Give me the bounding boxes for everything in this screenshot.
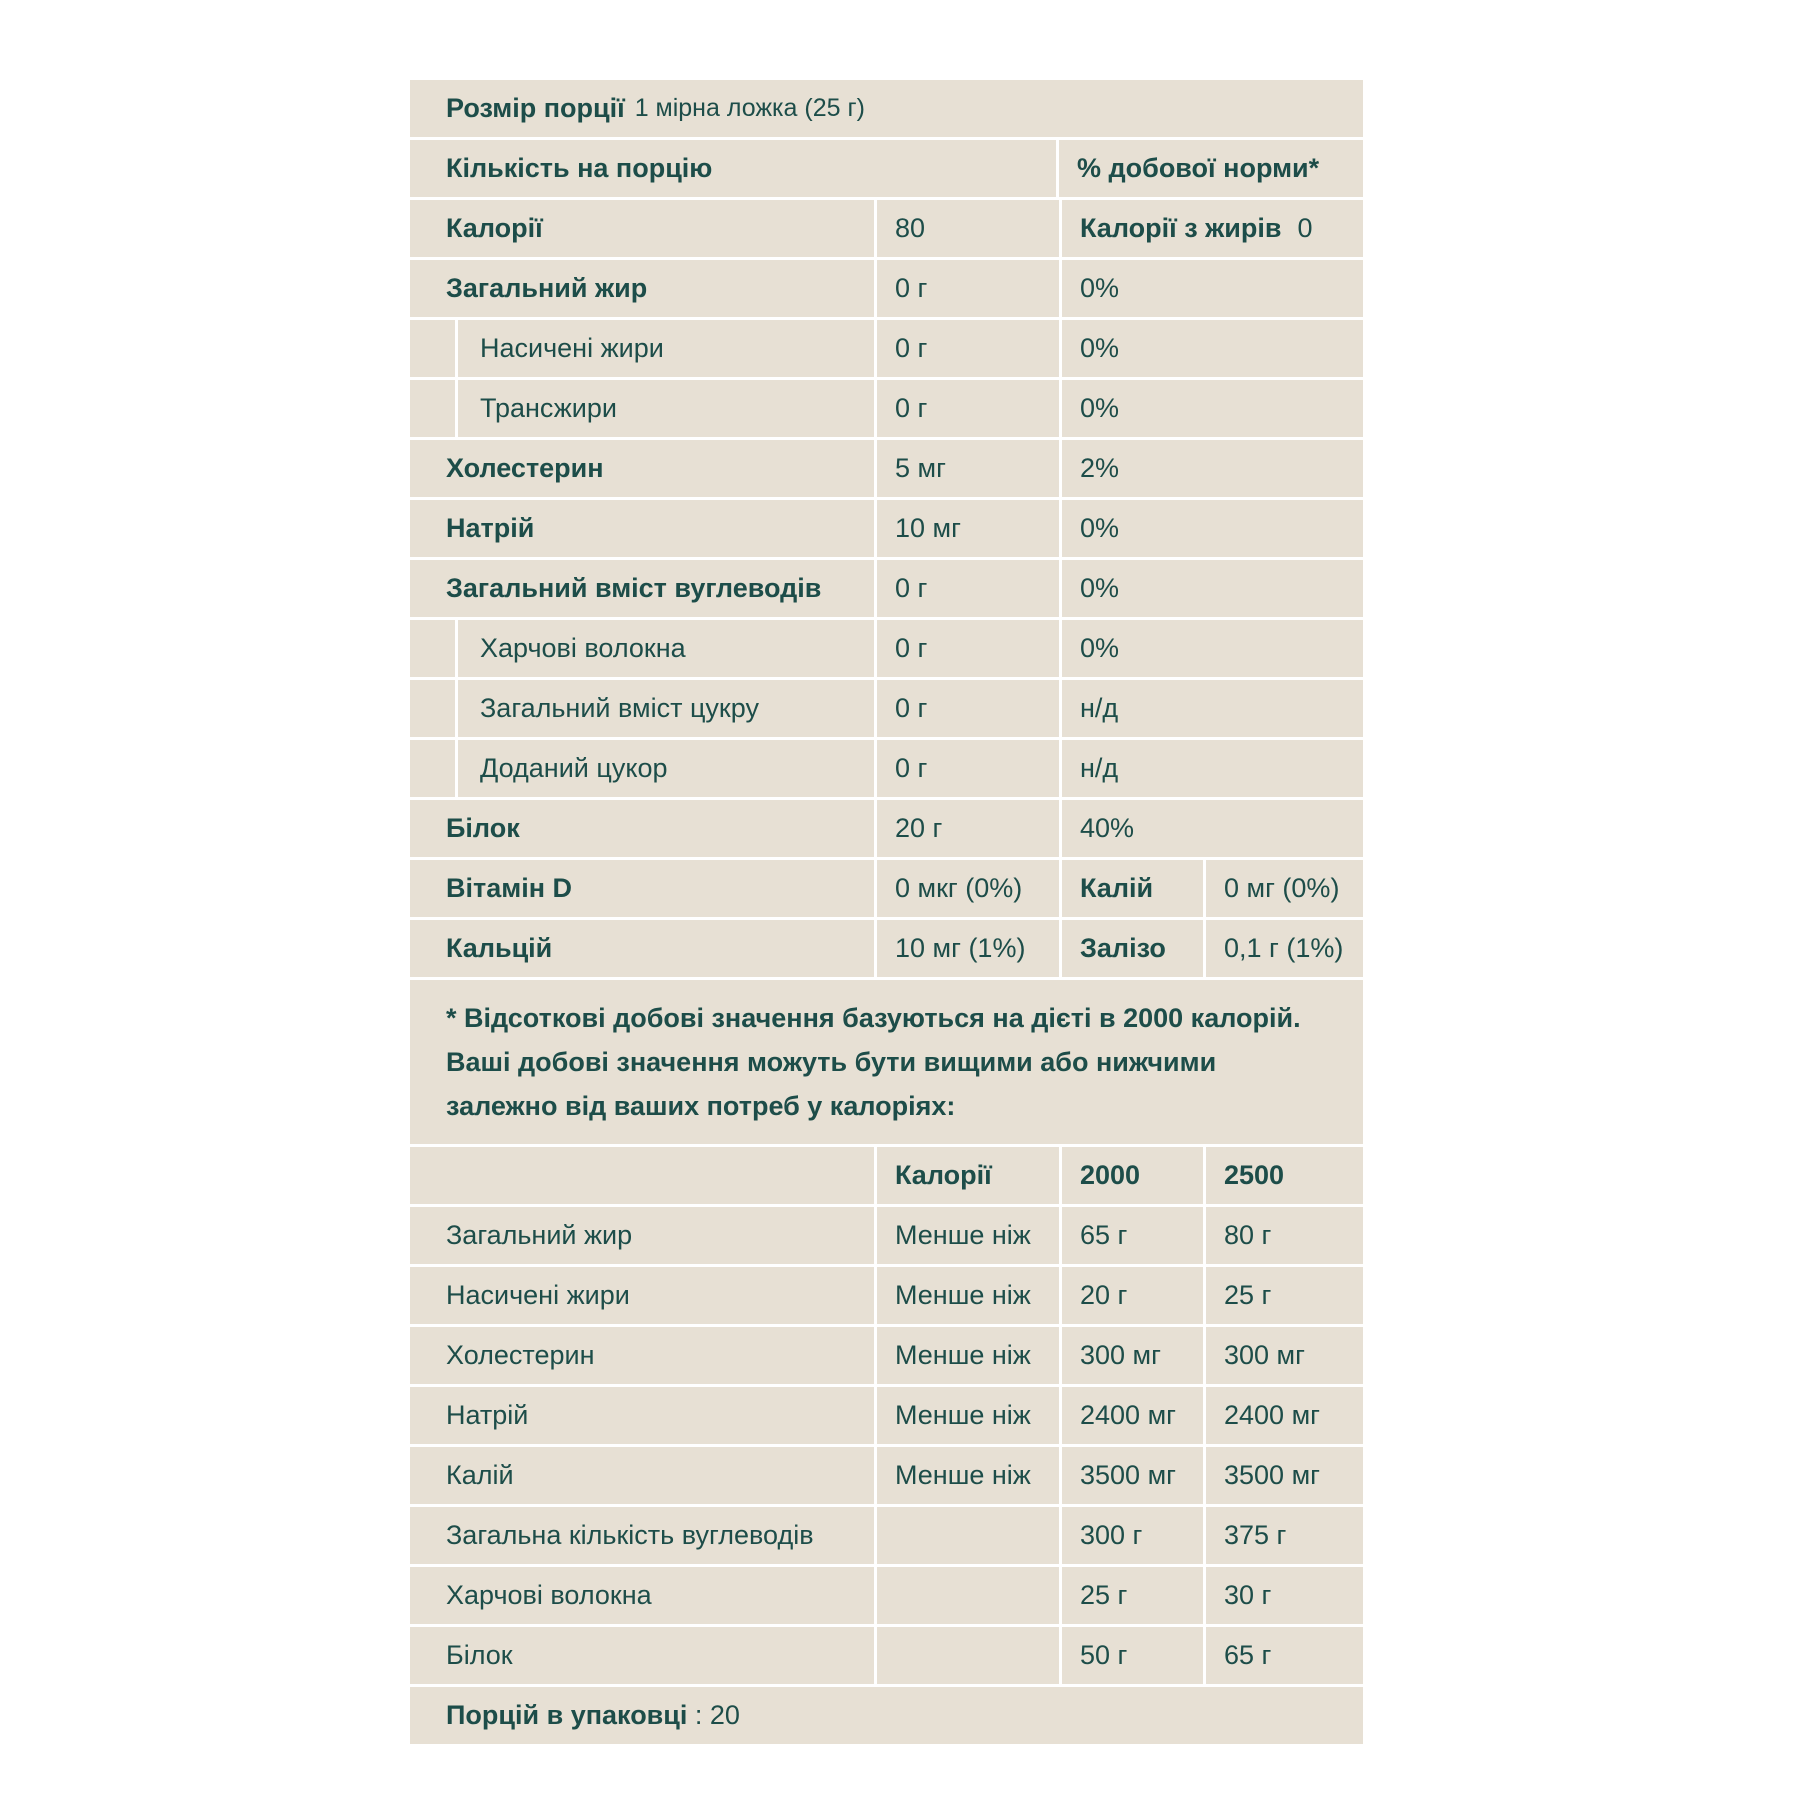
nutrient-row [410, 560, 1363, 617]
nutrient-amount: 20 г [877, 800, 1059, 857]
daily-value-label: Холестерин [410, 1327, 874, 1384]
nutrient-amount: 0 г [877, 740, 1059, 797]
micronutrient-amount: 0 мкг (0%) [877, 860, 1059, 917]
daily-value-2500: 375 г [1206, 1507, 1363, 1564]
indent-cell [410, 320, 455, 377]
daily-value-2500: 65 г [1206, 1627, 1363, 1684]
nutrient-amount: 0 г [877, 320, 1059, 377]
daily-value-2000: 65 г [1062, 1207, 1203, 1264]
daily-value-2000: 300 г [1062, 1507, 1203, 1564]
nutrient-row [410, 800, 1363, 857]
daily-value-2000: 3500 мг [1062, 1447, 1203, 1504]
daily-value-row [410, 1447, 1363, 1504]
servings-per-container-cell [410, 1687, 1363, 1744]
serving-size-cell [410, 80, 1363, 137]
servings-per-container-row [410, 1687, 1363, 1744]
calories-label: Калорії [410, 200, 874, 257]
nutrient-daily-value: 40% [1062, 800, 1363, 857]
daily-values-2500-header: 2500 [1206, 1147, 1363, 1204]
nutrient-amount: 10 мг [877, 500, 1059, 557]
serving-size-row [410, 80, 1363, 137]
daily-value-qualifier [877, 1507, 1059, 1564]
serving-size-label: Розмір порції [446, 92, 625, 123]
nutrient-daily-value: 0% [1062, 620, 1363, 677]
daily-value-label: Загальний жир [410, 1207, 874, 1264]
nutrient-label: Білок [410, 800, 874, 857]
nutrition-facts-table [410, 80, 1363, 1747]
micronutrient-amount: 10 мг (1%) [877, 920, 1059, 977]
daily-values-calories-header: Калорії [877, 1147, 1059, 1204]
indent-cell [410, 620, 455, 677]
daily-value-2500: 2400 мг [1206, 1387, 1363, 1444]
nutrient-label: Загальний вміст цукру [458, 680, 874, 737]
nutrient-rows [410, 260, 1363, 857]
fat-calories-cell [1062, 200, 1363, 257]
nutrient-daily-value: н/д [1062, 680, 1363, 737]
micronutrient-amount-2: 0 мг (0%) [1206, 860, 1363, 917]
daily-value-2500: 80 г [1206, 1207, 1363, 1264]
micronutrient-row [410, 920, 1363, 977]
nutrient-amount: 0 г [877, 380, 1059, 437]
nutrient-row [410, 260, 1363, 317]
daily-value-qualifier [877, 1627, 1059, 1684]
micronutrient-label-2: Калій [1062, 860, 1203, 917]
nutrient-daily-value: 0% [1062, 260, 1363, 317]
daily-value-row [410, 1267, 1363, 1324]
daily-value-row [410, 1567, 1363, 1624]
micronutrient-label: Кальцій [410, 920, 874, 977]
daily-value-header: % добової норми* [1059, 140, 1363, 197]
daily-value-qualifier: Менше ніж [877, 1267, 1059, 1324]
micronutrient-rows [410, 860, 1363, 977]
daily-value-qualifier: Менше ніж [877, 1387, 1059, 1444]
nutrient-row [410, 680, 1363, 737]
nutrient-label: Насичені жири [458, 320, 874, 377]
nutrient-amount: 0 г [877, 560, 1059, 617]
daily-value-row [410, 1387, 1363, 1444]
indent-cell [410, 380, 455, 437]
daily-value-2000: 25 г [1062, 1567, 1203, 1624]
daily-value-2000: 50 г [1062, 1627, 1203, 1684]
nutrient-row [410, 620, 1363, 677]
fat-calories-value: 0 [1297, 212, 1313, 243]
daily-value-2500: 300 мг [1206, 1327, 1363, 1384]
servings-per-container-label: Порцій в упаковці [446, 1699, 688, 1730]
micronutrient-amount-2: 0,1 г (1%) [1206, 920, 1363, 977]
indent-cell [410, 680, 455, 737]
daily-value-label: Загальна кількість вуглеводів [410, 1507, 874, 1564]
nutrient-row [410, 500, 1363, 557]
daily-value-row [410, 1507, 1363, 1564]
daily-value-2500: 3500 мг [1206, 1447, 1363, 1504]
nutrient-daily-value: 0% [1062, 380, 1363, 437]
daily-value-label: Натрій [410, 1387, 874, 1444]
servings-per-container-value: 20 [709, 1699, 740, 1730]
daily-value-2000: 300 мг [1062, 1327, 1203, 1384]
nutrient-daily-value: 0% [1062, 500, 1363, 557]
daily-values-header-row [410, 1147, 1363, 1204]
daily-values-2000-header: 2000 [1062, 1147, 1203, 1204]
nutrient-daily-value: 0% [1062, 560, 1363, 617]
daily-values-rows [410, 1207, 1363, 1684]
daily-value-footnote: * Відсоткові добові значення базуються на дієті в 2000 калорій. Ваші добові значення можуть бути вищими або нижчими залежно від ваших потреб у калоріях: [410, 980, 1363, 1144]
nutrient-row [410, 320, 1363, 377]
nutrient-row [410, 380, 1363, 437]
daily-value-label: Харчові волокна [410, 1567, 874, 1624]
nutrient-daily-value: 0% [1062, 320, 1363, 377]
fat-calories-label: Калорії з жирів [1080, 212, 1282, 243]
daily-value-2000: 2400 мг [1062, 1387, 1203, 1444]
nutrient-label: Доданий цукор [458, 740, 874, 797]
nutrient-label: Загальний жир [410, 260, 874, 317]
nutrient-label: Харчові волокна [458, 620, 874, 677]
amount-per-serving-header: Кількість на порцію [410, 140, 1056, 197]
nutrient-label: Натрій [410, 500, 874, 557]
daily-value-label: Білок [410, 1627, 874, 1684]
micronutrient-row [410, 860, 1363, 917]
daily-value-label: Насичені жири [410, 1267, 874, 1324]
servings-per-container-separator: : [687, 1699, 710, 1730]
nutrient-row [410, 440, 1363, 497]
daily-value-2500: 25 г [1206, 1267, 1363, 1324]
micronutrient-label-2: Залізо [1062, 920, 1203, 977]
calories-value: 80 [877, 200, 1059, 257]
daily-value-row [410, 1627, 1363, 1684]
serving-size-value: 1 мірна ложка (25 г) [634, 93, 865, 122]
nutrient-row [410, 740, 1363, 797]
nutrient-amount: 5 мг [877, 440, 1059, 497]
indent-cell [410, 740, 455, 797]
daily-value-row [410, 1207, 1363, 1264]
daily-value-row [410, 1327, 1363, 1384]
nutrient-label: Загальний вміст вуглеводів [410, 560, 874, 617]
calories-row [410, 200, 1363, 257]
micronutrient-label: Вітамін D [410, 860, 874, 917]
daily-value-qualifier [877, 1567, 1059, 1624]
nutrient-amount: 0 г [877, 680, 1059, 737]
daily-value-qualifier: Менше ніж [877, 1447, 1059, 1504]
daily-value-2000: 20 г [1062, 1267, 1203, 1324]
nutrient-label: Холестерин [410, 440, 874, 497]
nutrient-amount: 0 г [877, 260, 1059, 317]
nutrient-daily-value: н/д [1062, 740, 1363, 797]
nutrient-label: Трансжири [458, 380, 874, 437]
daily-value-label: Калій [410, 1447, 874, 1504]
daily-value-qualifier: Менше ніж [877, 1327, 1059, 1384]
daily-value-2500: 30 г [1206, 1567, 1363, 1624]
daily-value-qualifier: Менше ніж [877, 1207, 1059, 1264]
columns-header-row [410, 140, 1363, 197]
daily-values-header-empty-cell [410, 1147, 874, 1204]
nutrient-daily-value: 2% [1062, 440, 1363, 497]
nutrient-amount: 0 г [877, 620, 1059, 677]
